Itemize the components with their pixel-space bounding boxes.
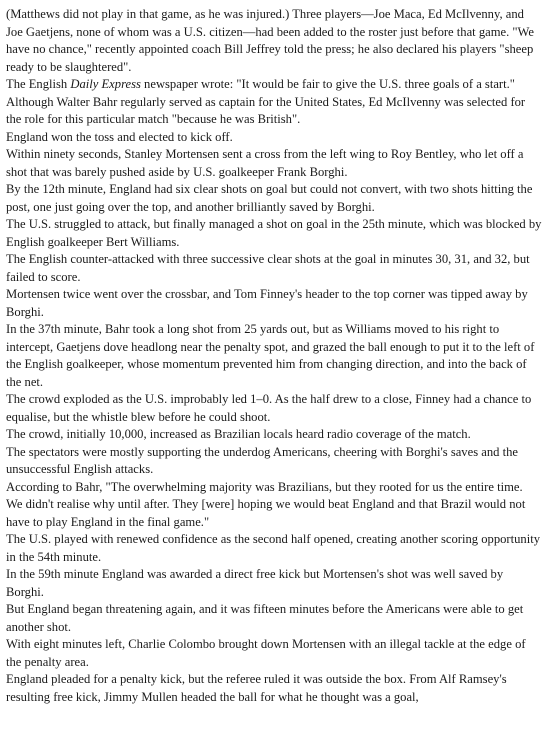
paragraph-bahr-quote: According to Bahr, "The overwhelming majority was Brazilians, but they rooted for us the entire time. We didn't realise why until after. They [were] hoping we would beat England and that Brazil would not have to play England in the final game." — [6, 479, 526, 529]
paragraph-crowd-exploded: The crowd exploded as the U.S. improbably led 1–0. As the half drew to a close, Finney had a chance to equalise, but the whistle blew before he could shoot. — [6, 392, 532, 424]
paragraph-crowd-size: The crowd, initially 10,000, increased as Brazilian locals heard radio coverage of the match. — [6, 427, 471, 441]
paragraph-spectators: The spectators were mostly supporting the underdog Americans, cheering with Borghi's saves and the unsuccessful English attacks. — [6, 444, 518, 476]
paragraph-penalty-plea: England pleaded for a penalty kick, but the referee ruled it was outside the box. From Alf Ramsey's resulting free kick, Jimmy Mullen headed the ball for what he thought was a goal, — [6, 672, 507, 704]
paragraph-37th-minute-goal: In the 37th minute, Bahr took a long shot from 25 yards out, but as Williams moved to his right to intercept, Gaetjens dove headlong near the penalty spot, and grazed the ball enough to put it to the left of the English goalkeeper, whose momentum prevented him from changing direction, and into the back of the net. — [6, 322, 535, 389]
paragraph-crossbar: Mortensen twice went over the crossbar, and Tom Finney's header to the top corner was tipped away by Borghi. — [6, 287, 528, 319]
paragraph-ninety-seconds: Within ninety seconds, Stanley Mortensen sent a cross from the left wing to Roy Bentley, who let off a shot that was barely pushed aside by U.S. goalkeeper Frank Borghi. — [6, 147, 524, 179]
paragraph-counter-attack: The English counter-attacked with three successive clear shots at the goal in minutes 30, 31, and 32, but failed to score. — [6, 252, 530, 284]
paragraph-captain: Although Walter Bahr regularly served as captain for the United States, Ed McIlvenny was selected for the role for this particular match "because he was British". — [6, 94, 526, 126]
paragraph-toss: England won the toss and elected to kick off. — [6, 129, 233, 144]
paragraph-daily-express-before: The English — [6, 77, 71, 91]
paragraph-25th-minute: The U.S. struggled to attack, but finally managed a shot on goal in the 25th minute, which was blocked by English goalkeeper Bert Williams. — [6, 217, 542, 249]
paragraph-daily-express — [6, 76, 542, 94]
paragraph-second-half: The U.S. played with renewed confidence as the second half opened, creating another scoring opportunity in the 54th minute. — [6, 532, 541, 564]
paragraph-daily-express-after: newspaper wrote: "It would be fair to give the U.S. three goals of a start." — [140, 77, 515, 91]
paragraph-fifteen-minutes: But England began threatening again, and it was fifteen minutes before the Americans were able to get another shot. — [6, 602, 524, 634]
newspaper-title: Daily Express — [70, 77, 141, 91]
paragraph-roster: (Matthews did not play in that game, as he was injured.) Three players—Joe Maca, Ed McIlvenny, and Joe Gaetjens, none of whom was a U.S. citizen—had been added to the roster just before that game. "We have no chance," recently appointed coach Bill Jeffrey told the press; he also declared his players "sheep ready to be slaughtered". — [6, 7, 535, 74]
paragraph-59th-minute: In the 59th minute England was awarded a direct free kick but Mortensen's shot was well saved by Borghi. — [6, 567, 504, 599]
paragraph-12th-minute: By the 12th minute, England had six clear shots on goal but could not convert, with two shots hitting the post, one just going over the top, and another brilliantly saved by Borghi. — [6, 182, 533, 214]
paragraph-eight-minutes-left: With eight minutes left, Charlie Colombo brought down Mortensen with an illegal tackle at the edge of the penalty area. — [6, 637, 526, 669]
